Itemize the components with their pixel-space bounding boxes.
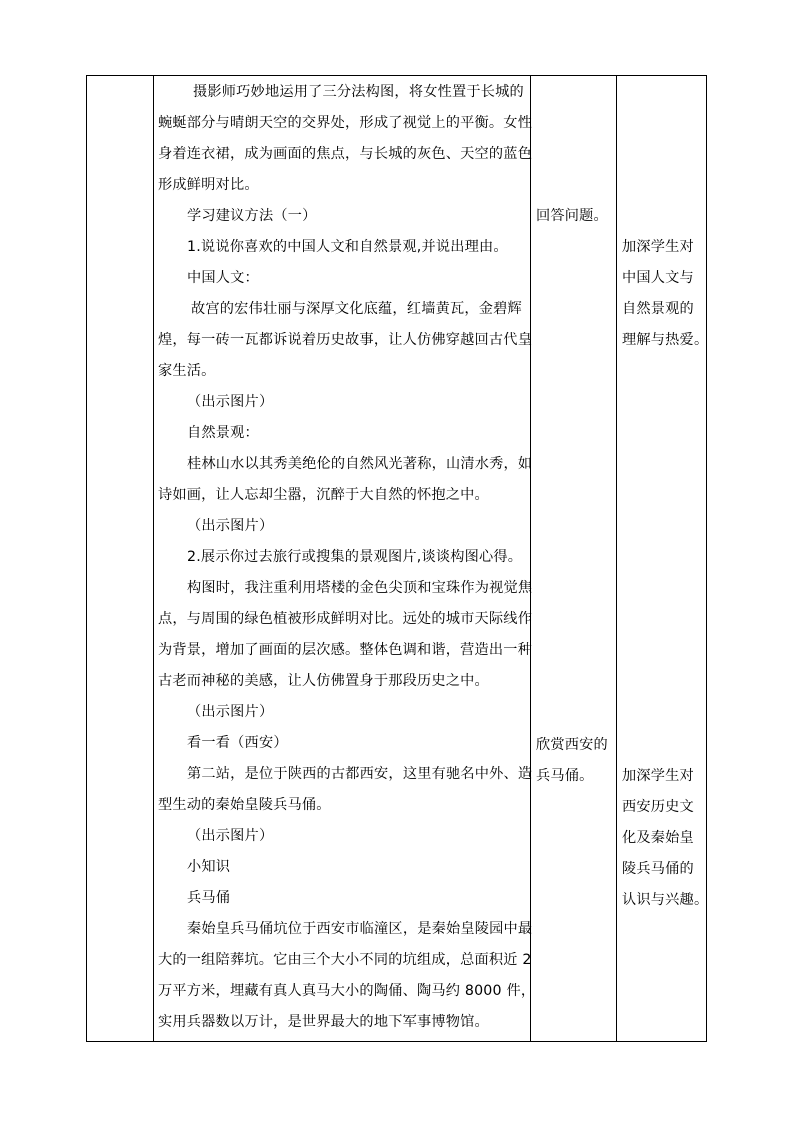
text-line: 小知识 (187, 859, 231, 875)
text-line: 第二站，是位于陕西的古都西安，这里有驰名中外、造 (187, 766, 533, 782)
text-line: 欣赏西安的 (536, 737, 608, 753)
text-line: 实用兵器数以万计，是世界最大的地下军事博物馆。 (158, 1014, 489, 1030)
text-line: 中国人文与 (622, 270, 694, 286)
text-line: 秦始皇兵马俑坑位于西安市临潼区，是秦始皇陵园中最 (187, 921, 533, 937)
text-line: 构图时，我注重利用塔楼的金色尖顶和宝珠作为视觉焦 (187, 580, 533, 596)
text-line: （出示图片） (187, 518, 274, 534)
text-line: 古老而神秘的美感，让人仿佛置身于那段历史之中。 (158, 673, 489, 689)
text-line: 家生活。 (158, 363, 216, 379)
student-activity-cell (531, 76, 616, 1041)
text-line: 桂林山水以其秀美绝伦的自然风光著称，山清水秀，如 (187, 456, 533, 472)
text-line: 自然景观的 (622, 301, 694, 317)
text-line: 认识与兴趣。 (622, 892, 709, 908)
text-line: （出示图片） (187, 704, 274, 720)
design-intent-cell (617, 76, 707, 1041)
teaching-content-cell (154, 76, 536, 1041)
text-line: 点，与周围的绿色植被形成鲜明对比。远处的城市天际线作 (158, 611, 533, 627)
text-line: （出示图片） (187, 828, 274, 844)
text-line: 大的一组陪葬坑。它由三个大小不同的坑组成，总面积近 2 (158, 952, 532, 968)
text-line: 蜿蜒部分与晴朗天空的交界处，形成了视觉上的平衡。女性 (158, 115, 533, 131)
text-line: 看一看（西安） (187, 735, 288, 751)
text-line: 中国人文： (187, 270, 259, 286)
text-line: 理解与热爱。 (622, 332, 709, 348)
text-line: 回答问题。 (536, 208, 608, 224)
text-line: 为背景，增加了画面的层次感。整体色调和谐，营造出一种 (158, 642, 533, 658)
text-line: 故宫的宏伟壮丽与深厚文化底蕴，红墙黄瓦，金碧辉 (191, 301, 522, 317)
lesson-table (86, 75, 707, 1042)
text-line: 兵马俑 (187, 890, 231, 906)
empty-left-cell (87, 76, 153, 1041)
text-line: 加深学生对 (622, 768, 694, 784)
text-line: 煌，每一砖一瓦都诉说着历史故事，让人仿佛穿越回古代皇 (158, 332, 533, 348)
text-line: 西安历史文 (622, 799, 694, 815)
text-line: 诗如画，让人忘却尘嚣，沉醉于大自然的怀抱之中。 (158, 487, 489, 503)
text-line: 学习建议方法（一） (187, 208, 317, 224)
text-line: 1.说说你喜欢的中国人文和自然景观,并说出理由。 (187, 239, 508, 255)
text-line: 摄影师巧妙地运用了三分法构图，将女性置于长城的 (193, 84, 524, 100)
text-line: 型生动的秦始皇陵兵马俑。 (158, 797, 331, 813)
text-line: 自然景观： (187, 425, 259, 441)
text-line: 万平方米，埋藏有真人真马大小的陶俑、陶马约 8000 件， (158, 983, 536, 999)
text-line: 兵马俑。 (536, 768, 594, 784)
text-line: （出示图片） (187, 394, 274, 410)
text-line: 形成鲜明对比。 (158, 177, 259, 193)
text-line: 2.展示你过去旅行或搜集的景观图片,谈谈构图心得。 (187, 549, 523, 565)
text-line: 身着连衣裙，成为画面的焦点，与长城的灰色、天空的蓝色 (158, 146, 533, 162)
text-line: 加深学生对 (622, 239, 694, 255)
text-line: 陵兵马俑的 (622, 861, 694, 877)
text-line: 化及秦始皇 (622, 830, 694, 846)
